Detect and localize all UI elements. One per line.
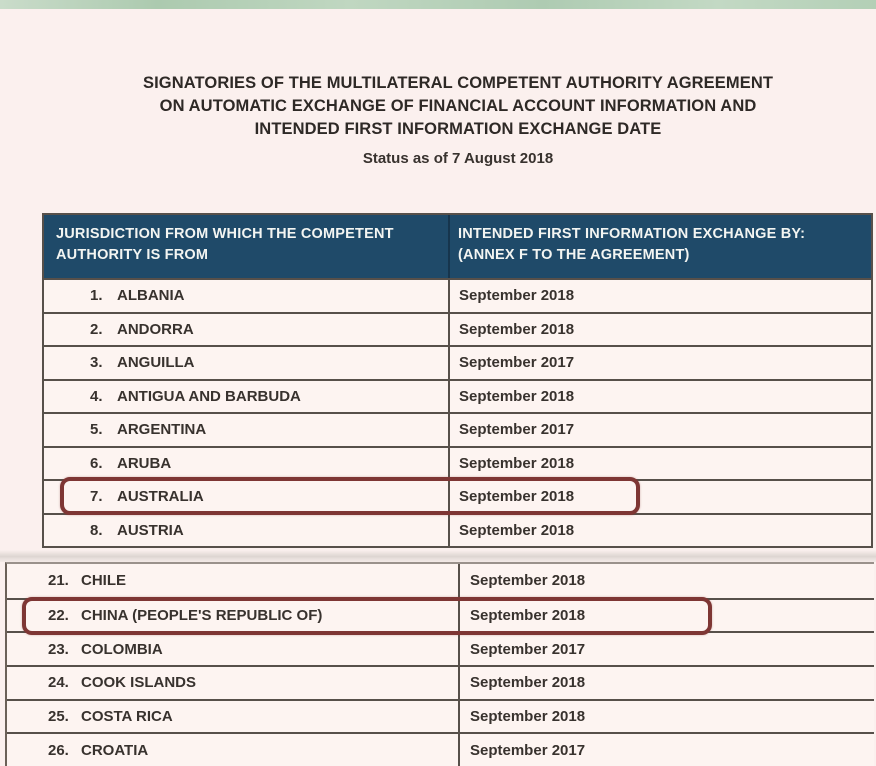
table-row <box>44 513 871 547</box>
row-number: 24. <box>48 674 69 692</box>
country-name: CROATIA <box>81 741 149 759</box>
country-name: AUSTRALIA <box>117 488 204 506</box>
exchange-date: September 2018 <box>459 320 575 338</box>
row-number: 26. <box>48 741 69 759</box>
table-row <box>44 412 871 446</box>
row-number: 8. <box>90 521 103 539</box>
scan-section-seam <box>0 550 876 562</box>
table-row <box>7 564 874 598</box>
row-number: 2. <box>90 320 103 338</box>
table-row <box>44 379 871 413</box>
country-name: ALBANIA <box>117 287 185 305</box>
table-row <box>44 312 871 346</box>
top-accent-strip <box>0 0 876 9</box>
exchange-date: September 2018 <box>459 287 575 305</box>
status-as-of-line: Status as of 7 August 2018 <box>362 150 554 167</box>
row-number: 22. <box>48 607 69 625</box>
exchange-date: September 2017 <box>459 354 575 372</box>
table-header-row <box>44 215 871 278</box>
table-row <box>7 699 874 733</box>
header-jurisdiction: JURISDICTION FROM WHICH THE COMPETENT AUTHORITY IS FROM <box>44 215 450 278</box>
country-name: COSTA RICA <box>81 708 173 726</box>
row-number: 7. <box>90 488 103 506</box>
exchange-date: September 2018 <box>459 454 575 472</box>
title-line-2: ON AUTOMATIC EXCHANGE OF FINANCIAL ACCOUNT INFORMATION AND <box>159 97 757 115</box>
exchange-date: September 2017 <box>470 741 586 759</box>
table-row <box>7 732 874 766</box>
row-number: 6. <box>90 454 103 472</box>
country-name: ARGENTINA <box>117 421 207 439</box>
country-name: ARUBA <box>117 454 172 472</box>
table-row <box>44 446 871 480</box>
signatories-table-section-2 <box>5 562 874 766</box>
exchange-date: September 2017 <box>470 640 586 658</box>
table-row <box>44 278 871 312</box>
country-name: CHINA (PEOPLE'S REPUBLIC OF) <box>81 607 323 625</box>
country-name: COLOMBIA <box>81 640 163 658</box>
document-title <box>40 72 876 141</box>
exchange-date: September 2017 <box>459 421 575 439</box>
country-name: AUSTRIA <box>117 521 184 539</box>
row-number: 1. <box>90 287 103 305</box>
country-name: ANTIGUA AND BARBUDA <box>117 387 301 405</box>
row-number: 21. <box>48 572 69 590</box>
title-line-1: SIGNATORIES OF THE MULTILATERAL COMPETENT AUTHORITY AGREEMENT <box>142 74 774 92</box>
exchange-date: September 2018 <box>459 387 575 405</box>
exchange-date: September 2018 <box>459 521 575 539</box>
exchange-date: September 2018 <box>470 607 586 625</box>
exchange-date: September 2018 <box>470 572 586 590</box>
country-name: COOK ISLANDS <box>81 674 197 692</box>
row-number: 4. <box>90 387 103 405</box>
signatories-table-section-1 <box>42 213 873 548</box>
exchange-date: September 2018 <box>470 708 586 726</box>
exchange-date: September 2018 <box>470 674 586 692</box>
country-name: ANGUILLA <box>117 354 195 372</box>
table-row-australia <box>44 479 871 513</box>
row-number: 23. <box>48 640 69 658</box>
header-exchange-date: INTENDED FIRST INFORMATION EXCHANGE BY: (ANNEX F TO THE AGREEMENT) <box>458 226 806 263</box>
table-row-china <box>7 598 874 632</box>
country-name: ANDORRA <box>117 320 194 338</box>
country-name: CHILE <box>81 572 126 590</box>
table-row <box>7 665 874 699</box>
row-number: 3. <box>90 354 103 372</box>
table-row <box>7 631 874 665</box>
row-number: 5. <box>90 421 103 439</box>
title-line-3: INTENDED FIRST INFORMATION EXCHANGE DATE <box>254 120 662 138</box>
table-row <box>44 345 871 379</box>
exchange-date: September 2018 <box>459 488 575 506</box>
row-number: 25. <box>48 708 69 726</box>
